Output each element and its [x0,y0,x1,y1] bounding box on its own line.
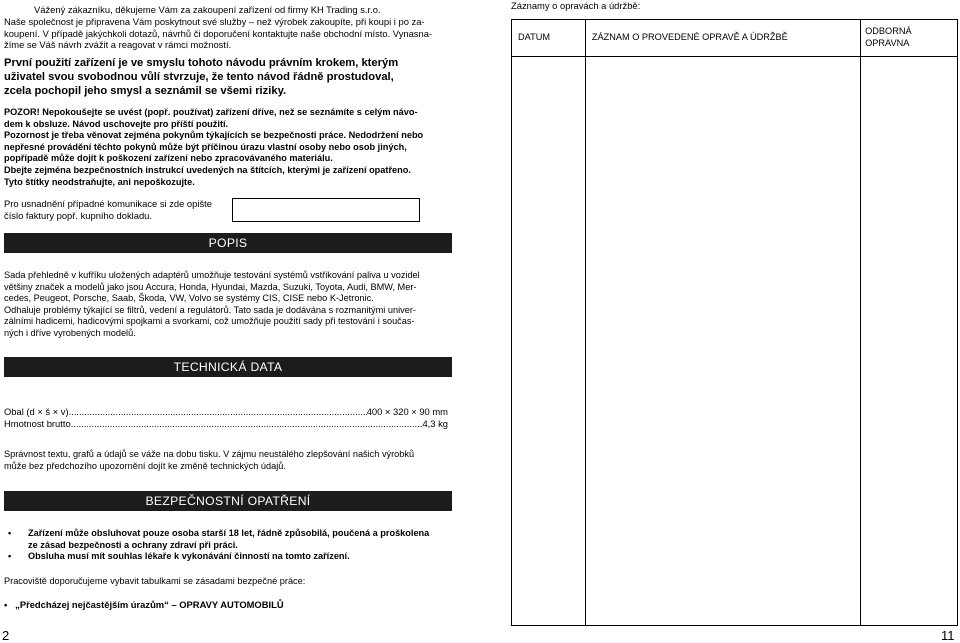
disclaimer-paragraph [4,449,456,473]
bullet-icon: • [8,528,12,538]
header-date: DATUM [512,20,586,57]
safety-bullet-line: ze zásad bezpečnosti a ochrany zdraví při práci. [28,539,238,550]
safety-bullet [4,551,456,563]
description-line: zálními hadicemi, hadicovými spojkami a svorkami, což umožňuje použití sady při testování i součas- [4,316,415,327]
tech-data-table [4,406,448,430]
warning-line: nepřesné provádění těchto pokynů může být příčinou úrazu vlastní osoby nebo osob jiných, [4,141,407,152]
description-line: cedes, Peugeot, Porsche, Saab, Škoda, VW, Volvo se systémy CIS, CISE nebo K-Jetronic. [4,293,374,304]
page-number-left: 2 [2,628,10,643]
page-number-right: 11 [941,628,955,643]
section-heading-tech-data: TECHNICKÁ DATA [4,357,452,377]
intro-paragraph [4,4,456,51]
record-cell[interactable] [585,57,860,626]
description-line: Odhaluje problémy týkající se filtrů, vedení a regulátorů. Tato sada je dodávána s rozmanitými univer- [4,304,416,315]
disclaimer-line: Správnost textu, grafů a údajů se váže na dobu tisku. V zájmu neustálého zlepšování našich výrobků [4,449,415,459]
description-line: většiny značek a modelů jako jsou Accura, Honda, Hyundai, Mazda, Suzuki, Toyota, Audi, BMW, Mer- [4,281,417,292]
bullet-icon: • [8,551,12,562]
leader-dots [71,418,423,430]
slogan-text: „Předcházej nejčastějším úrazům“ – OPRAVY AUTOMOBILŮ [15,599,284,610]
records-header-row [512,20,958,57]
date-cell[interactable] [512,57,586,626]
tech-data-value: 400 × 320 × 90 mm [366,406,448,417]
warning-line: popřípadě může dojít k poškození zařízení nebo zpracovávaného materiálu. [4,153,333,164]
workplace-recommendation: Pracoviště doporučujeme vybavit tabulkami se zásadami bezpečné práce: [4,576,306,586]
warning-line: dem k obsluze. Návod uschovejte pro příští použití. [4,118,229,129]
bullet-icon: • [4,599,8,610]
disclaimer-line: může bez předchozího upozornění dojít ke změně technických údajů. [4,460,286,471]
tech-data-row [4,406,448,418]
description-paragraph [4,270,456,340]
invoice-note-line: číslo faktury popř. kupního dokladu. [4,209,153,221]
warning-line: Dbejte zejména bezpečnostních instrukcí uvedených na štítcích, kterými je zařízení opatřeno. [4,164,411,175]
first-use-statement [4,56,456,99]
section-heading-popis: POPIS [4,233,452,253]
invoice-number-field[interactable] [232,198,420,222]
description-line: ných i dříve vyrobených modelů. [4,327,136,338]
tech-data-value: 4,3 kg [422,417,448,429]
first-use-line: zcela pochopil jeho smysl a seznámil se všemi riziky. [4,85,287,98]
warning-line: Tyto štítky neodstraňujte, ani nepoškozujte. [4,176,195,187]
invoice-note-line: Pro usnadnění případné komunikace si zde opište [4,198,212,209]
slogan-bullet [4,599,284,611]
intro-line: Vážený zákazníku, děkujeme Vám za zakoupení zařízení od firmy KH Trading s.r.o. [34,4,381,15]
warning-block [4,107,456,188]
intro-line: koupení. V případě jakýchkoli dotazů, návrhů či doporučení kontaktujte naše obchodní místo. Vynasna- [4,27,433,39]
description-line: Sada přehledně v kufříku uložených adaptérů umožňuje testování systémů vstřikování paliva u vozidel [4,270,420,280]
header-record: ZÁZNAM O PROVEDENÉ OPRAVĚ A ÚDRŽBĚ [585,20,860,57]
leader-dots [69,406,367,418]
first-use-line: První použití zařízení je ve smyslu tohoto návodu právním krokem, kterým [4,57,399,69]
safety-bullet-line: Obsluha musí mít souhlas lékaře k vykonávání činností na tomto zařízení. [28,551,350,562]
first-use-line: uživatel svou svobodnou vůlí stvrzuje, že tento návod řádně prostudoval, [4,71,394,84]
warning-line: Pozornost je třeba věnovat zejména pokynům týkajících se bezpečnosti práce. Nedodržení nebo [4,130,424,141]
warning-line: POZOR! Nepokoušejte se uvést (popř. používat) zařízení dříve, než se seznámíte s celým návo- [4,107,418,117]
records-body-row [512,57,958,626]
tech-data-label: Hmotnost brutto [4,417,71,429]
invoice-note [4,198,224,222]
safety-bullet-line: Zařízení může obsluhovat pouze osoba starší 18 let, řádně způsobilá, poučená a proškolena [28,528,430,538]
tech-data-label: Obal (d × š × v) [4,406,69,417]
intro-line: Naše společnost je připravena Vám poskytnout své služby – než výrobek zakoupíte, při koupi i po za- [4,15,425,27]
intro-line: žíme se Váš návrh zvážit a reagovat v rámci možností. [4,39,232,51]
section-heading-safety: BEZPEČNOSTNÍ OPATŘENÍ [4,491,452,511]
safety-bullet-list [4,528,456,563]
records-title: Záznamy o opravách a údržbě: [511,0,641,11]
safety-bullet [4,528,456,551]
tech-data-row [4,418,448,430]
header-workshop: ODBORNÁ OPRAVNA [861,20,958,57]
workshop-cell[interactable] [861,57,958,626]
repair-records-table [511,19,958,626]
